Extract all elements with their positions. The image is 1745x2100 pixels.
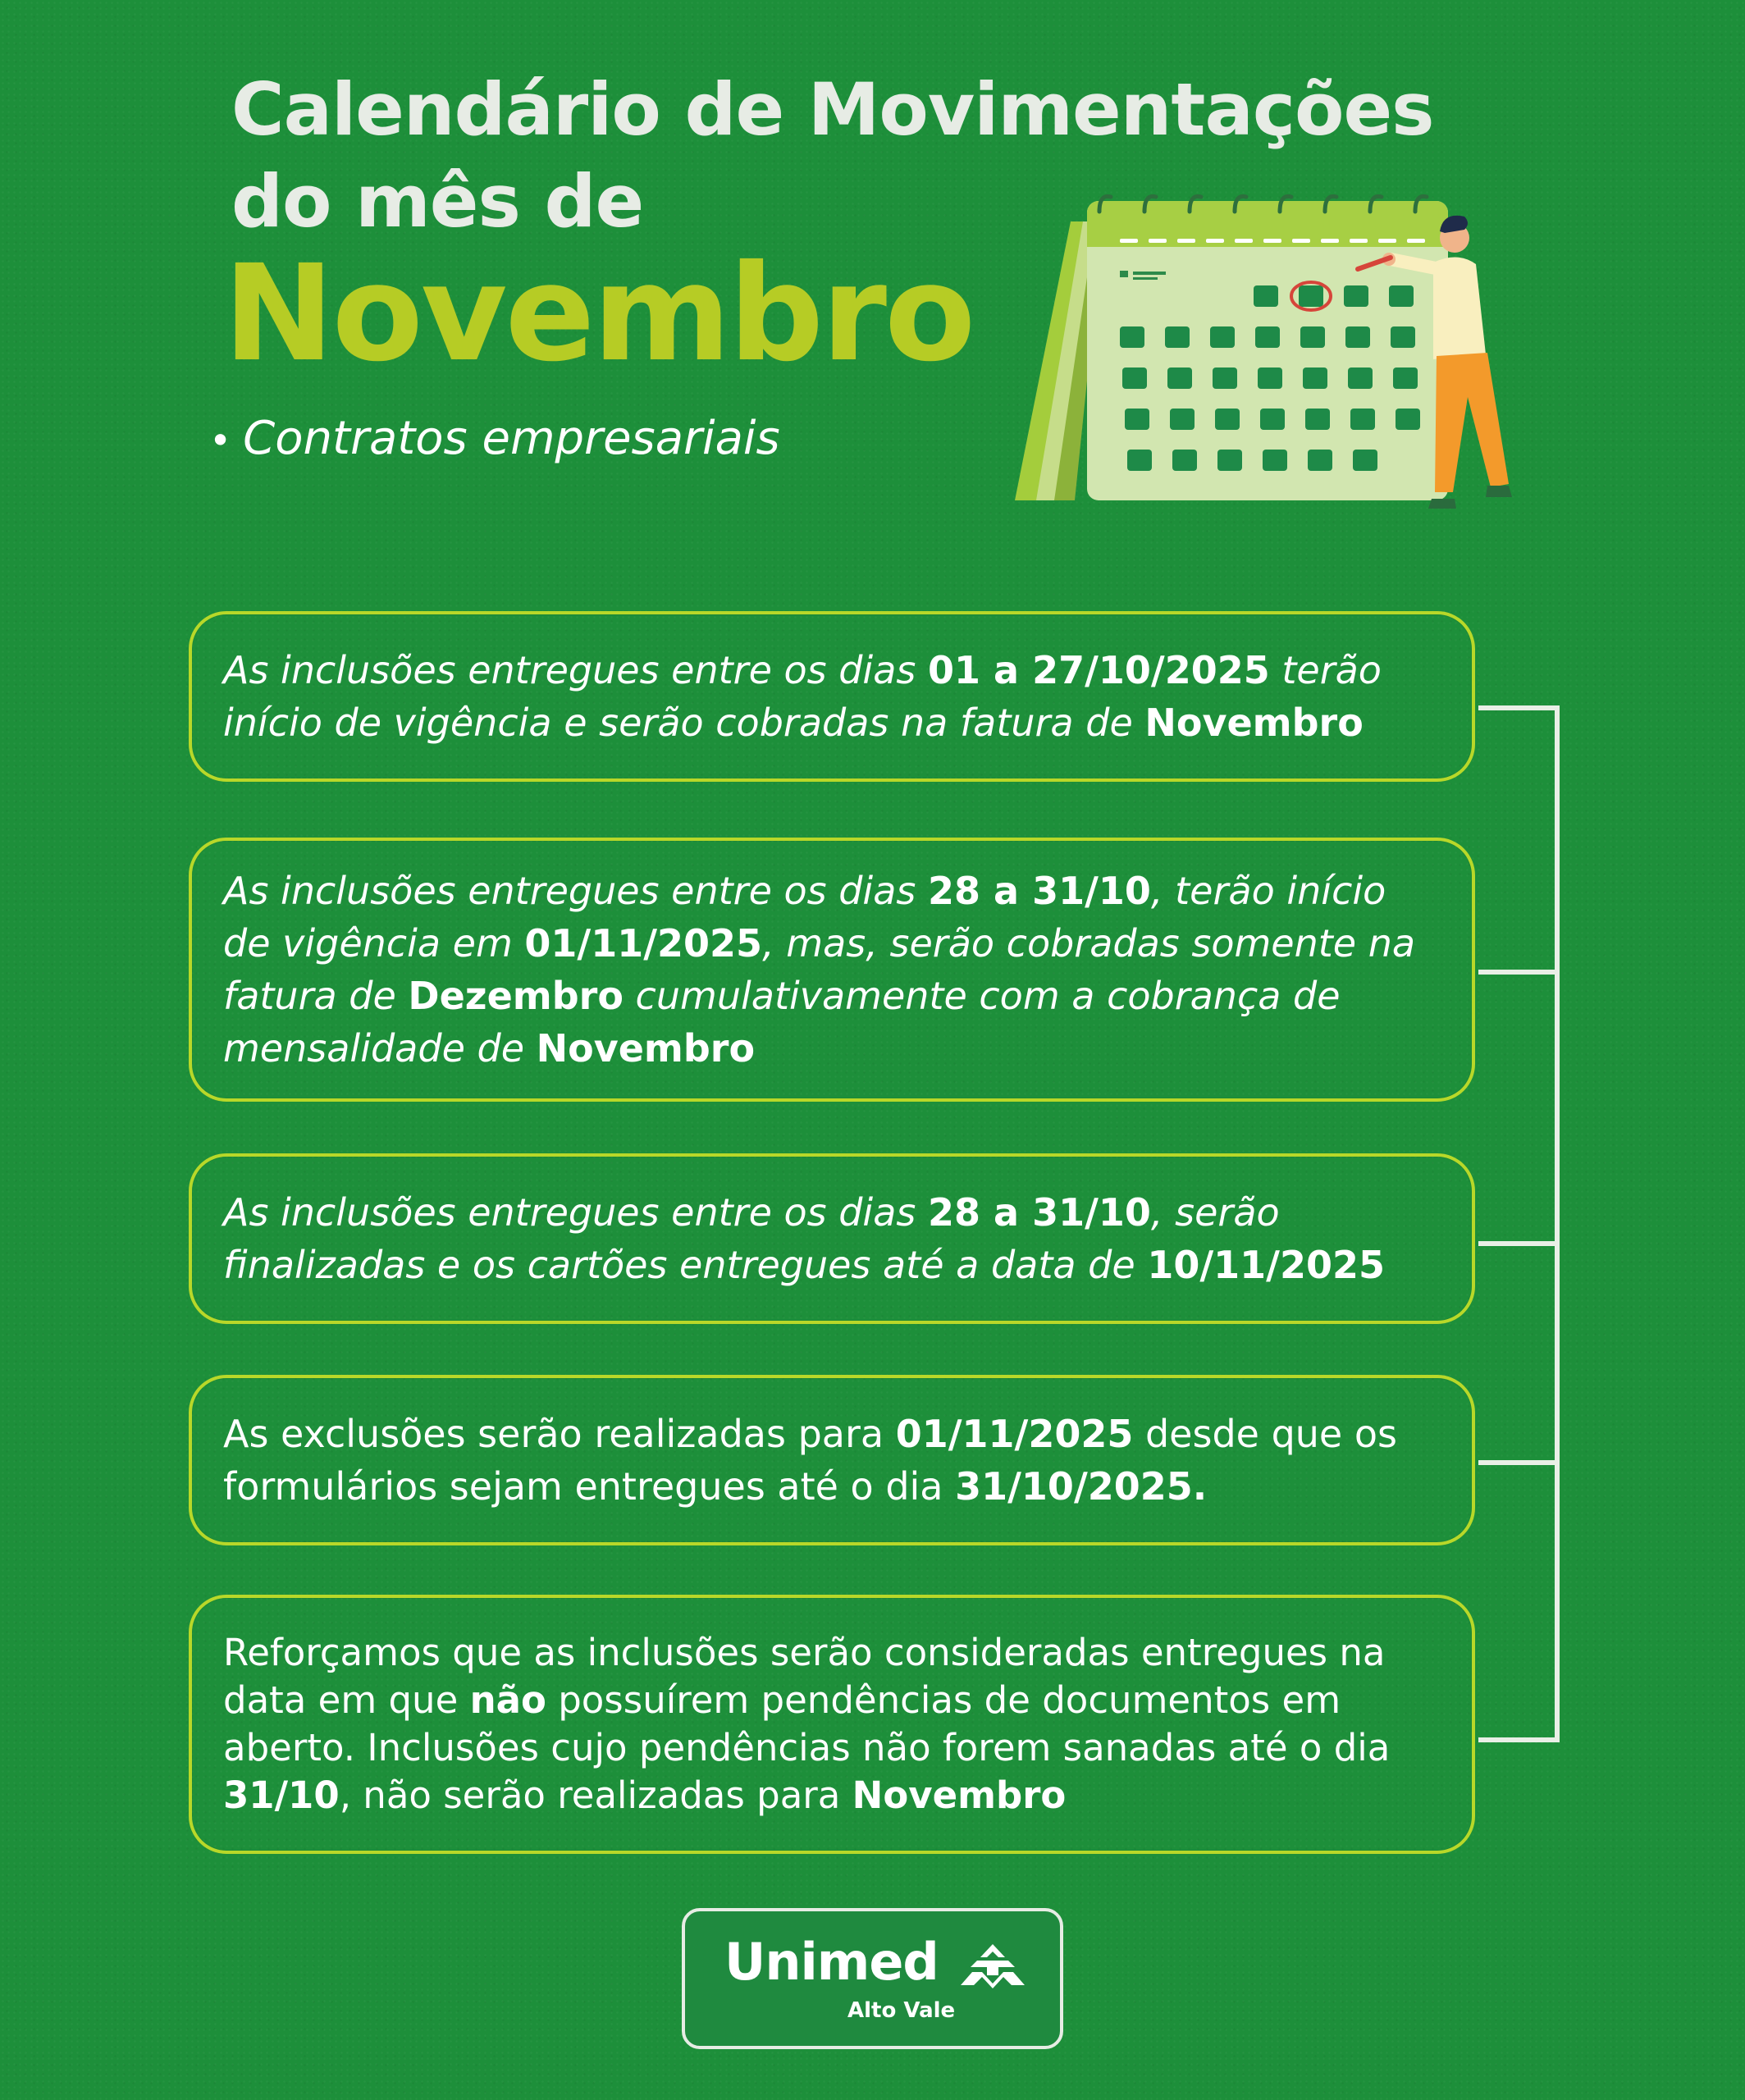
logo-name: Unimed [724,1932,939,1992]
text-fragment: , terão início de vigência em [223,869,1386,966]
emphasis: 01 a 27/10/2025 [927,648,1270,692]
notice-exclusions [189,1375,1475,1545]
text-fragment: , não serão realizadas para [339,1774,852,1817]
notice-text [223,1408,1431,1513]
text-fragment: possuírem pendências de documentos em aberto. Inclusões cujo pendências não forem sanadas até o dia [223,1678,1391,1769]
emphasis: Novembro [1144,701,1364,745]
notice-inclusions-billing [189,611,1475,782]
bracket-tick-3 [1478,1241,1560,1246]
text-fragment: desde que os formulários sejam entregues até o dia [223,1412,1397,1509]
bracket-tick-2 [1478,970,1560,975]
emphasis: 10/11/2025 [1147,1243,1385,1287]
bracket-tick-1 [1478,705,1560,710]
emphasis: Dezembro [408,974,624,1018]
emphasis: não [469,1678,546,1722]
emphasis: 28 a 31/10 [927,869,1151,913]
text-fragment: As exclusões serão realizadas para [223,1412,896,1456]
notice-text [223,644,1431,749]
emphasis: 31/10 [223,1774,340,1817]
month-title: Novembro [223,237,974,391]
subtitle [209,410,780,469]
notice-text [223,1629,1431,1819]
bullet: • [209,418,232,463]
text-fragment: As inclusões entregues entre os dias [223,869,928,913]
text-fragment: , serão finalizadas e os cartões entregues até a data de [223,1190,1280,1287]
emphasis: Novembro [852,1774,1067,1817]
notice-late-inclusions-billing [189,838,1475,1102]
text-fragment: cumulativamente com a cobrança de mensalidade de [223,974,1341,1071]
emphasis: 01/11/2025 [895,1412,1134,1456]
title-line-2: do mês de [231,159,644,244]
notice-cards-delivery [189,1153,1475,1324]
emphasis: 28 a 31/10 [927,1190,1151,1235]
text-fragment: As inclusões entregues entre os dias [223,1190,928,1235]
bracket-tick-5 [1478,1737,1560,1742]
calendar-with-person-icon [1005,172,1530,517]
notice-pending-documents [189,1595,1475,1854]
bracket-tick-4 [1478,1460,1560,1465]
logo-subtitle: Alto Vale [847,1998,956,2023]
notice-text [223,865,1431,1075]
text-fragment: , mas, serão cobradas somente na fatura de [223,921,1416,1018]
title-line-1: Calendário de Movimentações [231,67,1434,152]
emphasis: Novembro [536,1026,756,1071]
unimed-emblem-icon [961,1944,1025,1992]
notice-text [223,1186,1431,1291]
text-fragment: As inclusões entregues entre os dias [223,648,928,692]
emphasis: 31/10/2025. [955,1464,1208,1509]
bracket-vertical-line [1555,705,1560,1742]
subtitle-text: Contratos empresariais [243,412,780,465]
emphasis: 01/11/2025 [524,921,763,966]
text-fragment: terão início de vigência e serão cobradas na fatura de [223,648,1382,745]
unimed-logo [682,1908,1063,2049]
text-fragment: Reforçamos que as inclusões serão consideradas entregues na data em que [223,1631,1386,1722]
